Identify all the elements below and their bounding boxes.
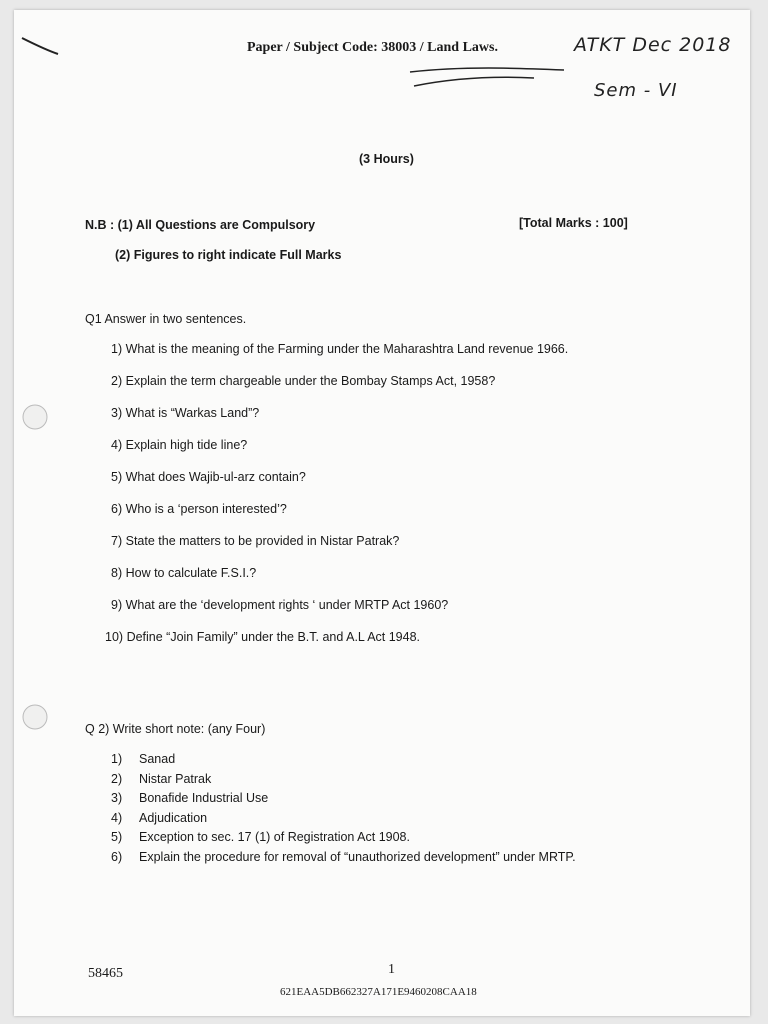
q1-item-7: 7) State the matters to be provided in Nistar Patrak? <box>111 534 400 548</box>
q1-item-2: 2) Explain the term chargeable under the Bombay Stamps Act, 1958? <box>111 374 496 388</box>
q2-item-2: 2) Nistar Patrak <box>111 771 212 786</box>
punch-hole-icon <box>18 400 52 434</box>
paper-code: 58465 <box>88 966 123 981</box>
q2-item-6: 6) Explain the procedure for removal of “unauthorized development” under MRTP. <box>111 849 576 864</box>
q1-item-5: 5) What does Wajib-ul-arz contain? <box>111 470 306 484</box>
punch-hole-icon <box>18 700 52 734</box>
q2-item-4: 4) Adjudication <box>111 810 208 825</box>
q1-item-6: 6) Who is a ‘person interested’? <box>111 502 287 516</box>
exam-paper-page <box>14 10 750 1016</box>
q1-item-9: 9) What are the ‘development rights ‘ under MRTP Act 1960? <box>111 598 449 612</box>
pen-mark-icon <box>20 34 62 60</box>
handwritten-semester-note: Sem - VI <box>594 80 678 101</box>
q1-item-3: 3) What is “Warkas Land”? <box>111 406 260 420</box>
q2-item-3: 3) Bonafide Industrial Use <box>111 791 269 805</box>
q2-item-5: 5) Exception to sec. 17 (1) of Registration Act 1908. <box>111 830 410 844</box>
q2-item-1: 1) Sanad <box>111 752 176 766</box>
q1-item-1: 1) What is the meaning of the Farming under the Maharashtra Land revenue 1966. <box>111 342 569 356</box>
paper-title: Paper / Subject Code: 38003 / Land Laws. <box>247 40 498 55</box>
q1-list <box>105 342 569 662</box>
document-hash: 621EAA5DB662327A171E9460208CAA18 <box>280 986 477 998</box>
total-marks: [Total Marks : 100] <box>519 216 628 230</box>
q1-item-10: 10) Define “Join Family” under the B.T. and A.L Act 1948. <box>105 630 421 644</box>
note-full-marks: (2) Figures to right indicate Full Marks <box>115 248 342 262</box>
q2-list <box>111 752 576 869</box>
q1-heading: Q1 Answer in two sentences. <box>85 312 247 326</box>
page-number: 1 <box>388 962 395 977</box>
q1-item-4: 4) Explain high tide line? <box>111 438 248 452</box>
q2-heading: Q 2) Write short note: (any Four) <box>85 722 266 736</box>
q1-item-8: 8) How to calculate F.S.I.? <box>111 566 257 580</box>
handwritten-underline-icon <box>404 62 574 96</box>
note-compulsory: N.B : (1) All Questions are Compulsory <box>85 218 316 232</box>
handwritten-exam-note: ATKT Dec 2018 <box>574 34 732 56</box>
exam-duration: (3 Hours) <box>359 152 414 166</box>
